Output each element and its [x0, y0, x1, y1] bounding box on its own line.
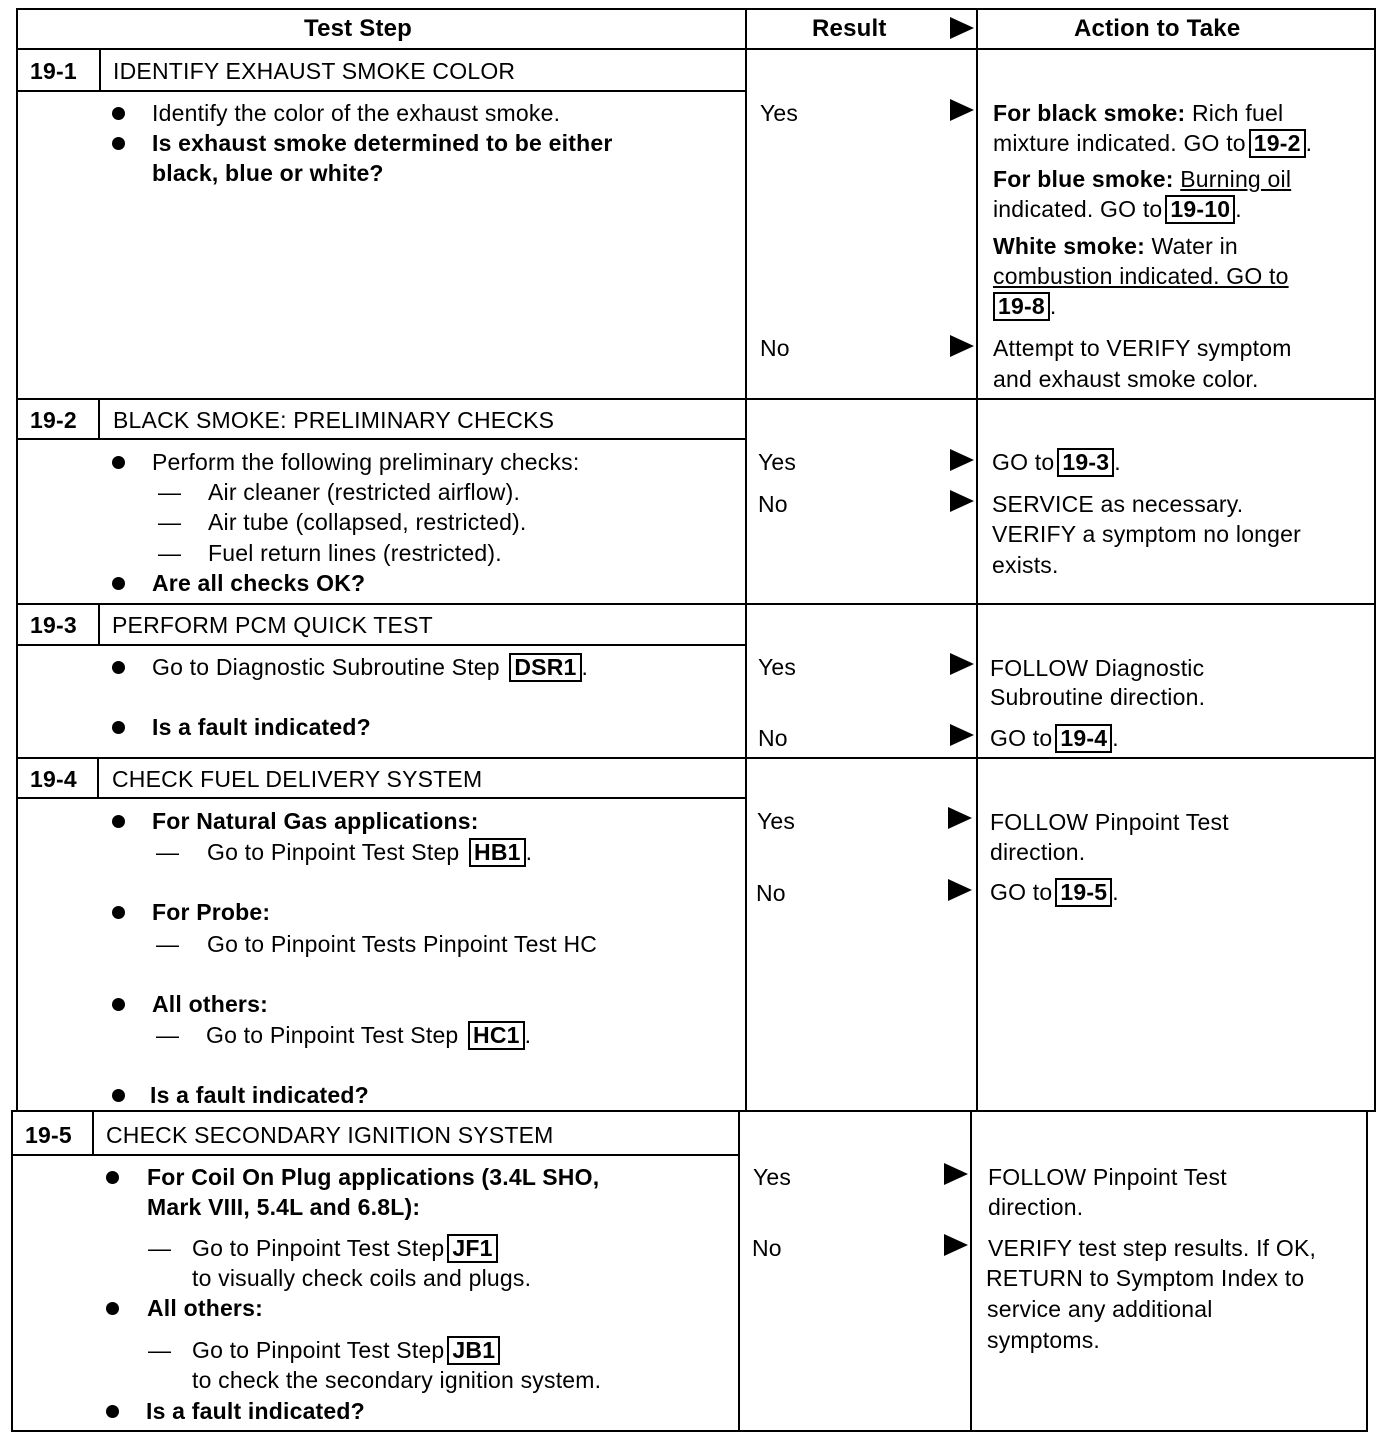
step-number-divider: [98, 604, 100, 646]
action-text: Subroutine direction.: [990, 684, 1206, 710]
step-number-divider: [98, 399, 100, 440]
result-no: No: [758, 491, 788, 517]
column-divider-action-lower: [970, 1110, 972, 1432]
step-subitem: [207, 837, 532, 867]
period-glyph: .: [525, 839, 533, 865]
action-text: and exhaust smoke color.: [993, 366, 1259, 392]
title-underline: [16, 90, 746, 92]
step-question: Is a fault indicated?: [150, 1082, 369, 1108]
table-left-border-lower: [11, 1110, 13, 1432]
step-reference-link[interactable]: 19-3: [1057, 448, 1114, 477]
row-separator: [11, 1110, 1376, 1112]
subitem-text: Go to Pinpoint Test Step: [192, 1337, 445, 1363]
action-text: [993, 164, 1291, 194]
title-underline: [16, 644, 746, 646]
step-reference-link[interactable]: JF1: [447, 1234, 497, 1263]
step-question: Is exhaust smoke determined to be either: [152, 130, 613, 156]
action-text: direction.: [988, 1194, 1084, 1220]
action-text: SERVICE as necessary.: [992, 491, 1244, 517]
step-question: Is a fault indicated?: [146, 1398, 365, 1424]
bullet-icon: [112, 815, 125, 828]
bullet-icon: [106, 1405, 119, 1418]
step-subitem: Air tube (collapsed, restricted).: [208, 509, 527, 535]
bullet-icon: [106, 1171, 119, 1184]
step-reference-link[interactable]: DSR1: [509, 653, 581, 682]
title-underline: [16, 438, 746, 440]
title-underline: [11, 1154, 739, 1156]
result-arrow-icon: [948, 807, 972, 829]
step-subitem: [192, 1335, 500, 1365]
result-no: No: [752, 1235, 782, 1261]
result-arrow-icon: [950, 99, 974, 121]
bullet-icon: [112, 661, 125, 674]
dash-glyph: —: [158, 479, 182, 505]
table-right-border: [1374, 8, 1376, 1112]
step-subitem: Go to Pinpoint Tests Pinpoint Test HC: [207, 931, 598, 957]
bullet-icon: [112, 456, 125, 469]
dash-glyph: —: [158, 540, 182, 566]
action-text: [990, 723, 1119, 753]
step-title: BLACK SMOKE: PRELIMINARY CHECKS: [113, 407, 555, 433]
action-text: FOLLOW Pinpoint Test: [988, 1164, 1227, 1190]
step-number-divider: [97, 758, 99, 799]
bullet-icon: [106, 1302, 119, 1315]
bullet-icon: [112, 1089, 125, 1102]
result-arrow-icon: [950, 490, 974, 512]
result-yes: Yes: [757, 808, 796, 834]
action-text: combustion indicated. GO to: [993, 263, 1289, 289]
result-no: No: [756, 880, 786, 906]
step-reference-link[interactable]: JB1: [447, 1336, 500, 1365]
action-text: service any additional: [987, 1296, 1213, 1322]
dash-glyph: —: [158, 509, 182, 535]
step-number-divider: [92, 1111, 94, 1156]
subitem-text: Go to Pinpoint Test Step: [206, 1022, 459, 1048]
step-title: CHECK SECONDARY IGNITION SYSTEM: [106, 1122, 554, 1148]
bullet-icon: [112, 137, 125, 150]
step-title: CHECK FUEL DELIVERY SYSTEM: [112, 766, 483, 792]
step-instruction: All others:: [147, 1295, 263, 1321]
result-no: No: [760, 335, 790, 361]
header-bottom-border: [16, 48, 1376, 50]
period-glyph: .: [1305, 130, 1313, 156]
step-reference-link[interactable]: 19-10: [1165, 195, 1235, 224]
column-divider-action: [976, 8, 978, 1112]
row-separator: [16, 603, 1376, 605]
action-text: [993, 128, 1312, 158]
period-glyph: .: [1235, 196, 1242, 222]
result-arrow-icon: [950, 449, 974, 471]
period-glyph: .: [1114, 449, 1121, 475]
step-reference-link[interactable]: 19-8: [993, 292, 1050, 321]
step-number: 19-3: [30, 612, 77, 638]
step-subitem: Air cleaner (restricted airflow).: [208, 479, 521, 505]
header-test-step: Test Step: [304, 15, 413, 42]
period-glyph: .: [1049, 293, 1057, 319]
step-title: PERFORM PCM QUICK TEST: [112, 612, 433, 638]
result-arrow-icon: [950, 335, 974, 357]
step-instruction: Mark VIII, 5.4L and 6.8L):: [147, 1194, 421, 1220]
period-glyph: .: [581, 654, 589, 680]
action-label: For blue smoke:: [993, 166, 1174, 192]
table-right-border-lower: [1366, 1110, 1368, 1432]
action-text: [990, 877, 1119, 907]
step-instruction: All others:: [152, 991, 268, 1017]
action-text: FOLLOW Diagnostic: [990, 655, 1205, 681]
row-separator: [16, 398, 1376, 400]
dash-glyph: —: [156, 1022, 180, 1048]
action-text: VERIFY a symptom no longer: [992, 521, 1302, 547]
result-yes: Yes: [760, 100, 799, 126]
action-text: [993, 231, 1238, 261]
bullet-icon: [112, 577, 125, 590]
instruction-text: Go to Diagnostic Subroutine Step: [152, 654, 500, 680]
step-number-divider: [99, 50, 101, 92]
action-text: direction.: [990, 839, 1086, 865]
period-glyph: .: [524, 1022, 532, 1048]
step-instruction: [152, 652, 588, 682]
action-text-part: GO to: [992, 449, 1055, 475]
table-top-border: [16, 8, 1376, 10]
result-yes: Yes: [758, 654, 797, 680]
bullet-icon: [112, 998, 125, 1011]
action-text: [993, 194, 1242, 224]
bullet-icon: [112, 906, 125, 919]
row-separator: [16, 757, 1376, 759]
step-instruction: For Coil On Plug applications (3.4L SHO,: [147, 1164, 600, 1190]
step-subitem: [192, 1233, 498, 1263]
action-text-part: Burning oil: [1180, 166, 1292, 192]
action-text: RETURN to Symptom Index to: [986, 1265, 1305, 1291]
result-arrow-icon: [950, 17, 974, 39]
step-reference-link[interactable]: 19-2: [1249, 129, 1306, 158]
action-text-part: Water in: [1151, 233, 1238, 259]
step-number: 19-4: [30, 766, 77, 792]
result-yes: Yes: [753, 1164, 792, 1190]
result-arrow-icon: [948, 879, 972, 901]
table-bottom-border: [11, 1430, 1368, 1432]
table-left-border: [16, 8, 18, 1112]
step-question: black, blue or white?: [152, 160, 384, 186]
result-arrow-icon: [950, 724, 974, 746]
step-question: Are all checks OK?: [152, 570, 366, 596]
title-underline: [16, 797, 746, 799]
result-no: No: [758, 725, 788, 751]
step-subitem: to check the secondary ignition system.: [192, 1367, 602, 1393]
step-subitem: to visually check coils and plugs.: [192, 1265, 532, 1291]
step-number: 19-1: [30, 58, 77, 84]
action-text: symptoms.: [987, 1327, 1100, 1353]
action-text-part: GO to: [990, 879, 1053, 905]
step-number: 19-5: [25, 1122, 72, 1148]
action-text-part: GO to: [990, 725, 1053, 751]
action-text: exists.: [992, 552, 1059, 578]
period-glyph: .: [1112, 879, 1119, 905]
action-text: FOLLOW Pinpoint Test: [990, 809, 1229, 835]
result-arrow-icon: [944, 1234, 968, 1256]
action-text-part: mixture indicated. GO to: [993, 130, 1246, 156]
header-result: Result: [812, 15, 887, 42]
step-reference-link[interactable]: HC1: [468, 1021, 525, 1050]
result-yes: Yes: [758, 449, 797, 475]
step-instruction: For Natural Gas applications:: [152, 808, 479, 834]
subitem-text: Go to Pinpoint Test Step: [192, 1235, 445, 1261]
step-reference-link[interactable]: 19-4: [1055, 724, 1112, 753]
step-reference-link[interactable]: HB1: [469, 838, 526, 867]
dash-glyph: —: [156, 839, 180, 865]
result-arrow-icon: [944, 1163, 968, 1185]
action-text-part: Rich fuel: [1191, 100, 1284, 126]
header-action: Action to Take: [1074, 15, 1241, 42]
step-number: 19-2: [30, 407, 77, 433]
column-divider-result: [745, 8, 747, 1112]
action-label: For black smoke:: [993, 100, 1186, 126]
bullet-icon: [112, 721, 125, 734]
dash-glyph: —: [148, 1337, 172, 1363]
step-instruction: Identify the color of the exhaust smoke.: [152, 100, 561, 126]
dash-glyph: —: [156, 931, 180, 957]
action-text-part: indicated. GO to: [993, 196, 1163, 222]
bullet-icon: [112, 107, 125, 120]
step-question: Is a fault indicated?: [152, 714, 371, 740]
action-text: VERIFY test step results. If OK,: [988, 1235, 1317, 1261]
step-reference-link[interactable]: 19-5: [1055, 878, 1112, 907]
step-subitem: Fuel return lines (restricted).: [208, 540, 502, 566]
action-label: White smoke:: [993, 233, 1145, 259]
dash-glyph: —: [148, 1235, 172, 1261]
subitem-text: Go to Pinpoint Test Step: [207, 839, 460, 865]
action-text: Attempt to VERIFY symptom: [993, 335, 1292, 361]
step-title: IDENTIFY EXHAUST SMOKE COLOR: [113, 58, 516, 84]
result-arrow-icon: [950, 653, 974, 675]
period-glyph: .: [1112, 725, 1119, 751]
action-text: [990, 291, 1056, 321]
step-subitem: [206, 1020, 531, 1050]
step-instruction: Perform the following preliminary checks:: [152, 449, 580, 475]
action-text: [993, 98, 1283, 128]
step-instruction: For Probe:: [152, 899, 271, 925]
column-divider-result-lower: [738, 1110, 740, 1432]
action-text: [992, 447, 1121, 477]
